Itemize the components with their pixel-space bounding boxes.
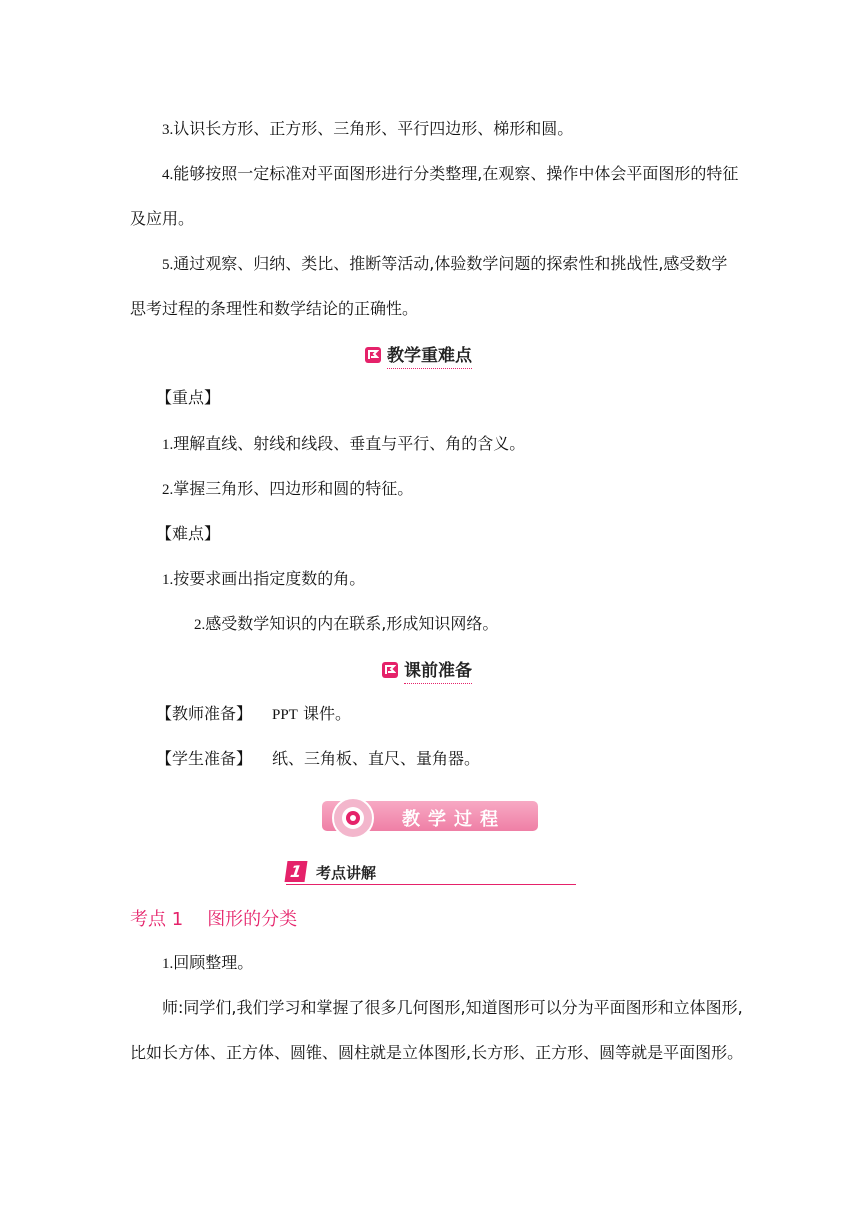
section-heading-difficulty: 教学重难点: [365, 341, 472, 369]
teacher-speech-line-2: 比如长方体、正方体、圆锥、圆柱就是立体图形,长方形、正方形、圆等就是平面图形。: [130, 1043, 744, 1062]
banner-title: 教学过程: [402, 809, 506, 830]
section-heading-preparation: 课前准备: [382, 656, 472, 684]
topic-heading: 考点 1 图形的分类: [130, 909, 298, 930]
key-points-label: 【重点】: [156, 388, 221, 407]
flag-icon: [365, 347, 381, 363]
flag-icon: [382, 662, 398, 678]
objective-4-continued: 及应用。: [130, 209, 195, 228]
teacher-prep-value: PPT 课件。: [272, 704, 351, 723]
subsection-heading: [286, 860, 576, 885]
hard-point-1: 1.按要求画出指定度数的角。: [162, 569, 366, 588]
subsection-title: 考点讲解: [316, 864, 377, 882]
review-step: 1.回顾整理。: [162, 953, 254, 972]
target-icon: [332, 797, 374, 839]
teacher-prep-label: 【教师准备】: [156, 704, 253, 723]
student-prep-value: 纸、三角板、直尺、量角器。: [272, 749, 481, 768]
key-point-1: 1.理解直线、射线和线段、垂直与平行、角的含义。: [162, 434, 526, 453]
objective-3: 3.认识长方形、正方形、三角形、平行四边形、梯形和圆。: [162, 119, 574, 138]
teaching-process-banner: [322, 801, 538, 831]
subsection-number: 1: [285, 861, 308, 882]
hard-point-2: 2.感受数学知识的内在联系,形成知识网络。: [194, 614, 499, 633]
objective-5-continued: 思考过程的条理性和数学结论的正确性。: [130, 299, 419, 318]
objective-5: 5.通过观察、归纳、类比、推断等活动,体验数学问题的探索性和挑战性,感受数学: [162, 254, 728, 273]
key-point-2: 2.掌握三角形、四边形和圆的特征。: [162, 479, 414, 498]
objective-4: 4.能够按照一定标准对平面图形进行分类整理,在观察、操作中体会平面图形的特征: [162, 164, 739, 183]
hard-points-label: 【难点】: [156, 524, 221, 543]
student-prep-label: 【学生准备】: [156, 749, 253, 768]
teacher-speech-line-1: 师:同学们,我们学习和掌握了很多几何图形,知道图形可以分为平面图形和立体图形,: [162, 998, 743, 1017]
